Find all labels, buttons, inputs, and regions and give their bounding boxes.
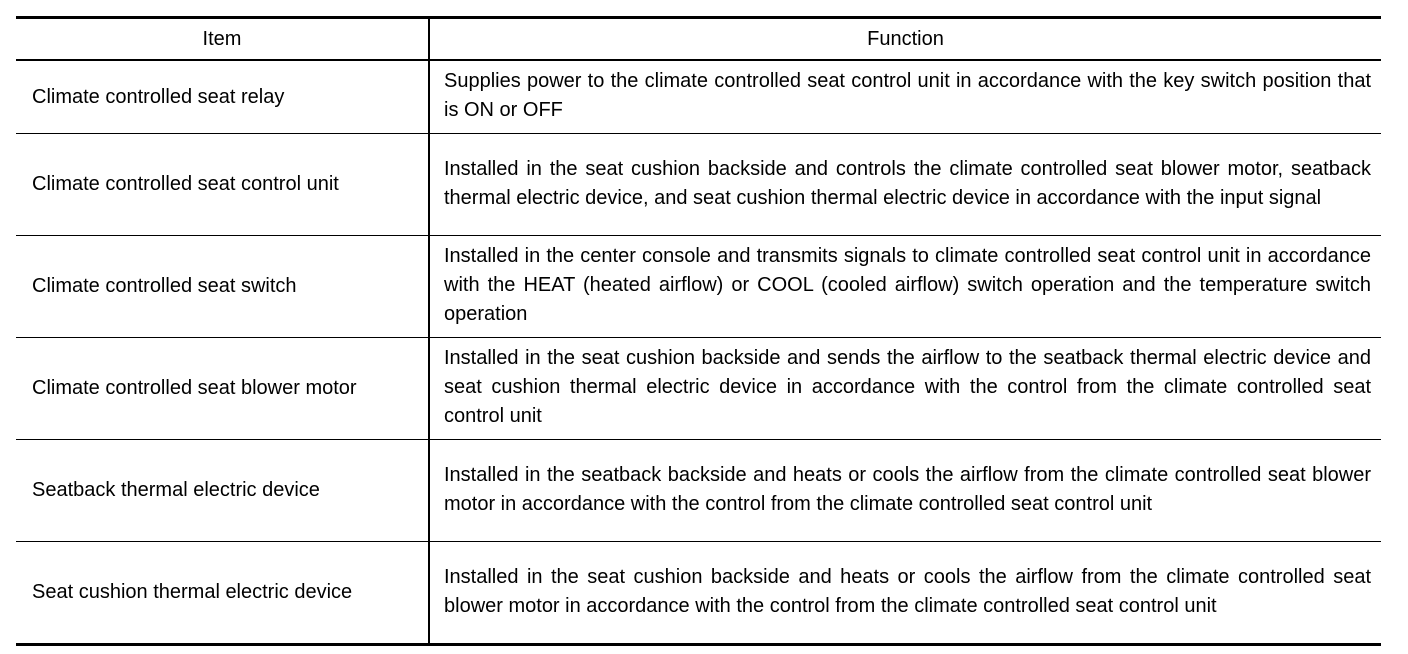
header-item: Item [16, 18, 429, 61]
function-cell: Installed in the seatback backside and heats or cools the airflow from the climate controlled seat blower motor in accordance with the control from the climate controlled seat control unit [429, 440, 1381, 542]
item-cell: Climate controlled seat relay [16, 60, 429, 134]
function-cell: Installed in the seat cushion backside and controls the climate controlled seat blower motor, seatback thermal electric device, and seat cushion thermal electric device in accordance with the input signal [429, 134, 1381, 236]
table-header-row [16, 18, 1381, 61]
table-row [16, 134, 1381, 236]
table-row [16, 440, 1381, 542]
item-cell: Climate controlled seat switch [16, 236, 429, 338]
item-function-table [16, 16, 1381, 646]
table-row [16, 542, 1381, 645]
table-row [16, 236, 1381, 338]
function-cell: Supplies power to the climate controlled seat control unit in accordance with the key switch position that is ON or OFF [429, 60, 1381, 134]
function-cell: Installed in the seat cushion backside and heats or cools the airflow from the climate controlled seat blower motor in accordance with the control from the climate controlled seat control unit [444, 565, 1371, 617]
header-function: Function [429, 18, 1381, 61]
item-cell: Seat cushion thermal electric device [16, 542, 429, 645]
table-row [16, 338, 1381, 440]
item-cell: Climate controlled seat blower motor [16, 338, 429, 440]
function-cell: Installed in the seat cushion backside and sends the airflow to the seatback thermal electric device and seat cushion thermal electric device in accordance with the control from the climate controlled seat control unit [429, 338, 1381, 440]
table-row [16, 60, 1381, 134]
item-cell: Climate controlled seat control unit [16, 134, 429, 236]
function-cell: Installed in the center console and transmits signals to climate controlled seat control unit in accordance with the HEAT (heated airflow) or COOL (cooled airflow) switch operation and the temperature switch operation [429, 236, 1381, 338]
item-cell: Seatback thermal electric device [16, 440, 429, 542]
